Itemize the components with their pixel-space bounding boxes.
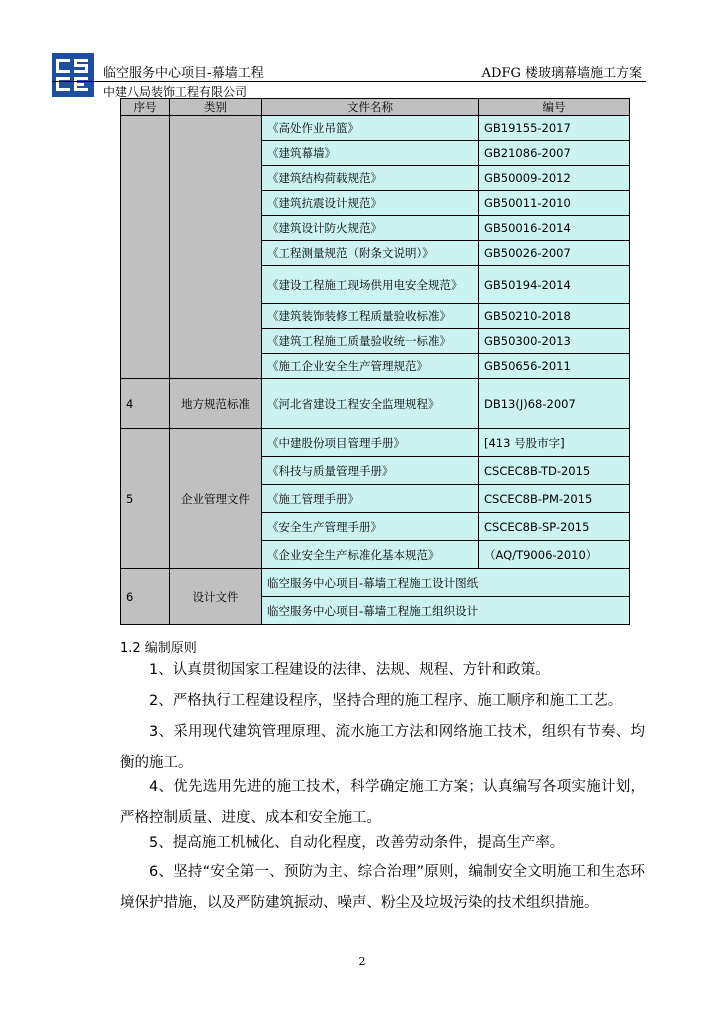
file-name-cell: 《企业安全生产标准化基本规范》 bbox=[262, 541, 479, 569]
group-no-cell: 4 bbox=[121, 379, 170, 429]
header-project-title: 临空服务中心项目-幕墙工程 bbox=[103, 66, 264, 81]
principle-paragraph: 4、优先选用先进的施工技术，科学确定施工方案；认真编写各项实施计划，严格控制质量、进度、成本和安全施工。 bbox=[120, 779, 645, 826]
file-name-cell: 《建筑幕墙》 bbox=[262, 141, 479, 166]
code-cell: GB50026-2007 bbox=[479, 241, 630, 266]
standards-table bbox=[120, 98, 630, 625]
code-cell: CSCEC8B-TD-2015 bbox=[479, 457, 630, 485]
section-title: 1.2 编制原则 bbox=[120, 641, 197, 656]
code-cell: GB50011-2010 bbox=[479, 191, 630, 216]
principle-paragraph: 6、坚持“安全第一、预防为主、综合治理”原则，编制安全文明施工和生态环境保护措施，以及严防建筑振动、噪声、粉尘及垃圾污染的技术组织措施。 bbox=[120, 864, 645, 911]
group-category-cell: 地方规范标准 bbox=[170, 379, 262, 429]
code-cell: GB50656-2011 bbox=[479, 354, 630, 379]
code-cell: GB50009-2012 bbox=[479, 166, 630, 191]
group-category-cell: 设计文件 bbox=[170, 569, 262, 625]
principle-paragraph: 1、认真贯彻国家工程建设的法律、法规、规程、方针和政策。 bbox=[149, 662, 550, 678]
header-document-title: ADFG 楼玻璃幕墙施工方案 bbox=[481, 66, 642, 81]
code-cell: （AQ/T9006-2010） bbox=[479, 541, 630, 569]
header-category: 类别 bbox=[170, 99, 262, 116]
code-cell: CSCEC8B-PM-2015 bbox=[479, 485, 630, 513]
file-name-cell: 《建筑抗震设计规范》 bbox=[262, 191, 479, 216]
code-cell: GB50194-2014 bbox=[479, 266, 630, 304]
header-file-name: 文件名称 bbox=[262, 99, 479, 116]
page-number: 2 bbox=[358, 955, 366, 968]
group-no-cell: 5 bbox=[121, 429, 170, 569]
file-name-cell: 《建筑结构荷载规范》 bbox=[262, 166, 479, 191]
design-file-cell: 临空服务中心项目-幕墙工程施工设计图纸 bbox=[262, 569, 630, 597]
design-file-cell: 临空服务中心项目-幕墙工程施工组织设计 bbox=[262, 597, 630, 625]
file-name-cell: 《安全生产管理手册》 bbox=[262, 513, 479, 541]
table-row-local-standards bbox=[121, 379, 630, 429]
group-category-cell: 企业管理文件 bbox=[170, 429, 262, 569]
table-row bbox=[121, 116, 630, 141]
code-cell: CSCEC8B-SP-2015 bbox=[479, 513, 630, 541]
code-cell: GB21086-2007 bbox=[479, 141, 630, 166]
code-cell: GB50300-2013 bbox=[479, 329, 630, 354]
file-name-cell: 《科技与质量管理手册》 bbox=[262, 457, 479, 485]
group-no-cell bbox=[121, 116, 170, 379]
code-cell: GB50016-2014 bbox=[479, 216, 630, 241]
code-cell: GB19155-2017 bbox=[479, 116, 630, 141]
file-name-cell: 《施工企业安全生产管理规范》 bbox=[262, 354, 479, 379]
file-name-cell: 《中建股份项目管理手册》 bbox=[262, 429, 479, 457]
file-name-cell: 《河北省建设工程安全监理规程》 bbox=[262, 379, 479, 429]
file-name-cell: 《高处作业吊篮》 bbox=[262, 116, 479, 141]
code-cell: [413 号股市字] bbox=[479, 429, 630, 457]
file-name-cell: 《工程测量规范（附条文说明）》 bbox=[262, 241, 479, 266]
principle-paragraph: 5、提高施工机械化、自动化程度，改善劳动条件，提高生产率。 bbox=[149, 835, 565, 851]
file-name-cell: 《建设工程施工现场供用电安全规范》 bbox=[262, 266, 479, 304]
group-category-cell bbox=[170, 116, 262, 379]
table-header-row bbox=[121, 99, 630, 116]
header-code: 编号 bbox=[479, 99, 630, 116]
table-row bbox=[121, 569, 630, 597]
header-no: 序号 bbox=[121, 99, 170, 116]
file-name-cell: 《建筑装饰装修工程质量验收标准》 bbox=[262, 304, 479, 329]
file-name-cell: 《建筑设计防火规范》 bbox=[262, 216, 479, 241]
header-divider bbox=[52, 81, 646, 82]
principle-paragraph: 2、严格执行工程建设程序，坚持合理的施工程序、施工顺序和施工工艺。 bbox=[149, 693, 623, 709]
code-cell: DB13(J)68-2007 bbox=[479, 379, 630, 429]
file-name-cell: 《建筑工程施工质量验收统一标准》 bbox=[262, 329, 479, 354]
company-logo bbox=[52, 53, 94, 97]
file-name-cell: 《施工管理手册》 bbox=[262, 485, 479, 513]
principle-paragraph: 3、采用现代建筑管理原理、流水施工方法和网络施工技术，组织有节奏、均衡的施工。 bbox=[120, 724, 645, 771]
header-company-name: 中建八局装饰工程有限公司 bbox=[103, 85, 248, 99]
table-row bbox=[121, 429, 630, 457]
group-no-cell: 6 bbox=[121, 569, 170, 625]
code-cell: GB50210-2018 bbox=[479, 304, 630, 329]
